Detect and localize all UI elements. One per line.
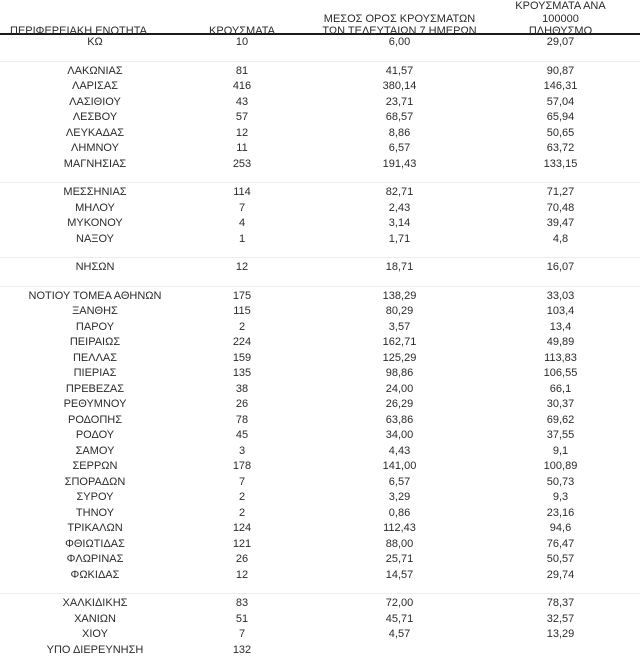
cell-cases: 1 [238, 232, 246, 245]
cell-per-100000: 9,1 [552, 444, 569, 457]
table-row [0, 627, 640, 643]
cell-region: ΣΑΜΟΥ [75, 444, 115, 457]
section-gap [0, 247, 640, 260]
table-row [0, 397, 640, 413]
cell-region: ΦΩΚΙΔΑΣ [70, 568, 120, 581]
cell-per-100000: 113,83 [544, 351, 577, 364]
column-header-per-100000-line1: ΚΡΟΥΣΜΑΤΑ ΑΝΑ 100000 [515, 0, 606, 25]
cell-per-100000: 146,31 [543, 80, 578, 92]
cell-region: ΠΙΕΡΙΑΣ [73, 367, 117, 379]
cell-per-100000: 70,48 [546, 201, 575, 214]
cell-region: ΡΟΔΟΠΗΣ [67, 413, 123, 426]
cell-7day-average: 18,71 [385, 261, 414, 273]
cell-7day-average [294, 643, 505, 659]
cell-cases: 121 [232, 537, 252, 550]
cell-7day-average: 125,29 [382, 351, 417, 364]
cell-region: ΤΗΝΟΥ [75, 506, 115, 519]
cell-per-100000: 13,29 [546, 628, 575, 640]
cell-cases: 57 [235, 111, 249, 123]
table-row [0, 382, 640, 398]
cell-region: ΝΑΞΟΥ [76, 232, 114, 245]
cell-per-100000: 63,72 [546, 142, 575, 154]
cell-region: ΜΗΛΟΥ [75, 201, 115, 214]
cell-per-100000: 9,3 [552, 491, 569, 503]
cell-7day-average: 24,00 [385, 382, 414, 395]
table-row [0, 568, 640, 584]
cell-7day-average: 23,71 [385, 95, 414, 108]
cell-7day-average: 26,29 [385, 398, 414, 410]
cell-7day-average: 45,71 [385, 612, 414, 625]
table-row [0, 490, 640, 506]
cell-cases: 81 [235, 64, 249, 77]
cell-cases: 7 [238, 628, 246, 640]
cell-7day-average: 8,86 [388, 126, 411, 139]
cell-cases: 26 [235, 553, 249, 565]
cell-region: ΛΑΚΩΝΙΑΣ [67, 64, 123, 77]
cell-cases: 124 [232, 522, 252, 534]
cell-per-100000: 49,89 [546, 336, 575, 348]
cell-7day-average: 68,57 [385, 111, 414, 123]
cell-per-100000: 94,6 [549, 522, 572, 534]
column-header-regional-unit: ΠΕΡΙΦΕΡΕΙΑΚΗ ΕΝΟΤΗΤΑ [10, 25, 147, 37]
cell-region: ΧΙΟΥ [82, 628, 108, 640]
table-row [0, 157, 640, 173]
cell-cases: 253 [232, 157, 252, 170]
cell-per-100000: 65,94 [546, 111, 575, 123]
cell-region: ΜΕΣΣΗΝΙΑΣ [63, 186, 127, 198]
cell-region: ΝΟΤΙΟΥ ΤΟΜΕΑ ΑΘΗΝΩΝ [28, 289, 162, 302]
cell-region: ΛΑΣΙΘΙΟΥ [69, 95, 121, 108]
column-header-cases: ΚΡΟΥΣΜΑΤΑ [209, 25, 275, 37]
cell-cases: 38 [235, 382, 249, 395]
table-row [0, 126, 640, 142]
cell-per-100000: 29,07 [546, 36, 575, 48]
cell-7day-average: 3,14 [388, 217, 411, 229]
cell-7day-average: 1,71 [388, 232, 411, 245]
cell-per-100000: 50,57 [546, 553, 575, 565]
cell-per-100000: 50,73 [546, 475, 575, 488]
table-row [0, 506, 640, 522]
section-gap [0, 51, 640, 64]
cell-7day-average: 63,86 [385, 413, 414, 426]
table-body [0, 35, 640, 658]
cell-per-100000: 106,55 [543, 367, 578, 379]
table-row [0, 260, 640, 276]
cell-region: ΚΩ [87, 36, 103, 48]
cell-per-100000: 57,04 [546, 95, 575, 108]
cell-region: ΠΕΛΛΑΣ [72, 351, 118, 364]
cell-per-100000: 32,57 [546, 612, 575, 625]
cell-7day-average: 162,71 [382, 336, 417, 348]
cell-7day-average: 80,29 [385, 305, 414, 317]
cell-7day-average: 34,00 [385, 429, 414, 441]
cell-region: ΡΟΔΟΥ [75, 429, 115, 441]
cell-cases: 135 [232, 367, 252, 379]
cell-cases: 43 [235, 95, 249, 108]
cell-per-100000: 13,4 [549, 320, 572, 333]
table-row [0, 444, 640, 460]
table-row [0, 351, 640, 367]
cell-7day-average: 6,57 [388, 475, 411, 488]
cell-7day-average: 138,29 [382, 289, 417, 302]
cell-7day-average: 3,29 [388, 491, 411, 503]
cell-cases: 2 [238, 320, 246, 333]
cell-cases: 11 [236, 142, 248, 154]
cell-region: ΛΕΥΚΑΔΑΣ [65, 126, 125, 139]
table-row [0, 64, 640, 80]
table-row [0, 475, 640, 491]
section-gap [0, 172, 640, 185]
cell-7day-average: 3,57 [388, 320, 411, 333]
cell-cases: 3 [238, 444, 246, 457]
cell-7day-average: 82,71 [385, 186, 414, 198]
table-row [0, 521, 640, 537]
table-row [0, 110, 640, 126]
cell-region: ΧΑΛΚΙΔΙΚΗΣ [62, 597, 128, 609]
cell-7day-average: 4,43 [388, 444, 411, 457]
cell-7day-average: 41,57 [385, 64, 414, 77]
column-header-7day-average-line1: ΜΕΣΟΣ ΟΡΟΣ ΚΡΟΥΣΜΑΤΩΝ [323, 12, 476, 25]
cell-region: ΜΥΚΟΝΟΥ [67, 217, 123, 229]
cell-region: ΠΑΡΟΥ [75, 320, 115, 333]
cell-cases: 416 [232, 80, 252, 92]
table-row [0, 366, 640, 382]
cell-per-100000: 76,47 [546, 537, 575, 550]
cell-per-100000: 16,07 [546, 261, 575, 273]
cell-cases: 12 [235, 568, 249, 581]
table-row [0, 612, 640, 628]
cell-per-100000: 4,8 [552, 232, 569, 245]
cell-7day-average: 191,43 [382, 157, 417, 170]
cell-per-100000: 78,37 [546, 597, 575, 609]
cell-region: ΛΕΣΒΟΥ [72, 111, 118, 123]
cell-per-100000: 23,16 [546, 506, 575, 519]
table-row [0, 596, 640, 612]
table-header-row [0, 0, 640, 35]
cell-region: ΦΛΩΡΙΝΑΣ [66, 553, 124, 565]
cell-7day-average: 2,43 [388, 201, 411, 214]
cell-cases: 12 [235, 261, 249, 273]
column-header-7day-average [294, 0, 505, 39]
cell-per-100000: 100,89 [543, 460, 578, 472]
cell-cases: 115 [233, 305, 251, 317]
cell-per-100000: 71,27 [546, 186, 575, 198]
cell-region: ΞΑΝΘΗΣ [72, 305, 118, 317]
cell-region: ΣΕΡΡΩΝ [72, 460, 118, 472]
cell-region: ΠΡΕΒΕΖΑΣ [65, 382, 125, 395]
cell-cases: 7 [238, 475, 246, 488]
cell-region: ΥΠΟ ΔΙΕΡΕΥΝΗΣΗ [46, 643, 144, 656]
cell-per-100000: 90,87 [546, 64, 575, 77]
cell-cases: 175 [232, 289, 252, 302]
cell-region: ΛΑΡΙΣΑΣ [71, 80, 118, 92]
cell-region: ΡΕΘΥΜΝΟΥ [63, 398, 127, 410]
table-row [0, 216, 640, 232]
cell-cases: 178 [232, 460, 252, 472]
cell-region: ΛΗΜΝΟΥ [71, 142, 119, 154]
cell-cases: 2 [238, 506, 246, 519]
table-row [0, 643, 640, 659]
cell-per-100000: 33,03 [546, 289, 575, 302]
table-row [0, 320, 640, 336]
cell-7day-average: 4,57 [388, 628, 411, 640]
column-header-7day-average-line2: ΤΩΝ ΤΕΛΕΥΤΑΙΩΝ 7 ΗΜΕΡΩΝ [322, 25, 477, 37]
section-gap [0, 583, 640, 596]
cell-7day-average: 380,14 [382, 80, 417, 92]
cell-region: ΣΥΡΟΥ [76, 491, 114, 503]
table-row [0, 289, 640, 305]
cell-per-100000: 69,62 [546, 413, 575, 426]
cell-cases: 83 [235, 597, 249, 609]
cell-region: ΧΑΝΙΩΝ [74, 612, 116, 625]
section-gap [0, 276, 640, 289]
table-row [0, 95, 640, 111]
cell-per-100000: 37,55 [546, 429, 575, 441]
cell-region: ΣΠΟΡΑΔΩΝ [64, 475, 126, 488]
cell-7day-average: 88,00 [385, 537, 414, 550]
column-header-per-100000-line2: ΠΛΗΘΥΣΜΟ [528, 25, 593, 37]
table-row [0, 79, 640, 95]
cell-7day-average: 25,71 [385, 553, 414, 565]
table-row [0, 304, 640, 320]
cell-7day-average: 98,86 [385, 367, 414, 379]
table-row [0, 459, 640, 475]
cell-cases: 224 [232, 336, 252, 348]
cell-region: ΠΕΙΡΑΙΩΣ [69, 336, 121, 348]
cell-cases: 45 [235, 429, 249, 441]
cell-cases: 12 [235, 126, 249, 139]
table-row [0, 185, 640, 201]
cell-cases: 26 [235, 398, 249, 410]
column-header-per-100000 [505, 0, 640, 39]
cell-region: ΤΡΙΚΑΛΩΝ [67, 522, 123, 534]
cell-7day-average: 6,57 [388, 142, 411, 154]
cell-cases: 159 [232, 351, 252, 364]
cell-cases: 132 [232, 643, 252, 656]
table-row [0, 537, 640, 553]
table-row [0, 201, 640, 217]
cell-cases: 51 [235, 612, 249, 625]
cell-per-100000: 50,65 [546, 126, 575, 139]
cell-cases: 10 [235, 36, 249, 48]
table-row [0, 141, 640, 157]
cell-per-100000: 29,74 [546, 568, 575, 581]
cell-7day-average: 112,43 [383, 522, 416, 534]
cell-per-100000: 133,15 [543, 157, 578, 170]
cell-7day-average: 6,00 [388, 36, 411, 48]
cell-7day-average: 0,86 [388, 506, 411, 519]
cell-region: ΜΑΓΝΗΣΙΑΣ [63, 157, 127, 170]
cell-per-100000: 66,1 [549, 382, 572, 395]
table-row [0, 335, 640, 351]
cell-per-100000: 39,47 [546, 217, 575, 229]
cell-per-100000: 103,4 [546, 305, 575, 317]
cell-cases: 2 [238, 491, 246, 503]
cell-cases: 114 [233, 186, 251, 198]
cell-region: ΝΗΣΩΝ [75, 261, 115, 273]
table-row [0, 232, 640, 248]
cell-7day-average: 14,57 [385, 568, 414, 581]
cell-per-100000: 30,37 [546, 398, 575, 410]
cell-7day-average: 72,00 [385, 597, 414, 609]
cell-cases: 78 [235, 413, 249, 426]
table-row [0, 428, 640, 444]
cell-cases: 4 [238, 217, 246, 229]
table-row [0, 413, 640, 429]
cell-7day-average: 141,00 [382, 460, 417, 472]
table-row [0, 35, 640, 51]
cell-per-100000 [505, 643, 640, 659]
cell-cases: 7 [238, 201, 246, 214]
cell-region: ΦΘΙΩΤΙΔΑΣ [65, 537, 125, 550]
table-row [0, 552, 640, 568]
